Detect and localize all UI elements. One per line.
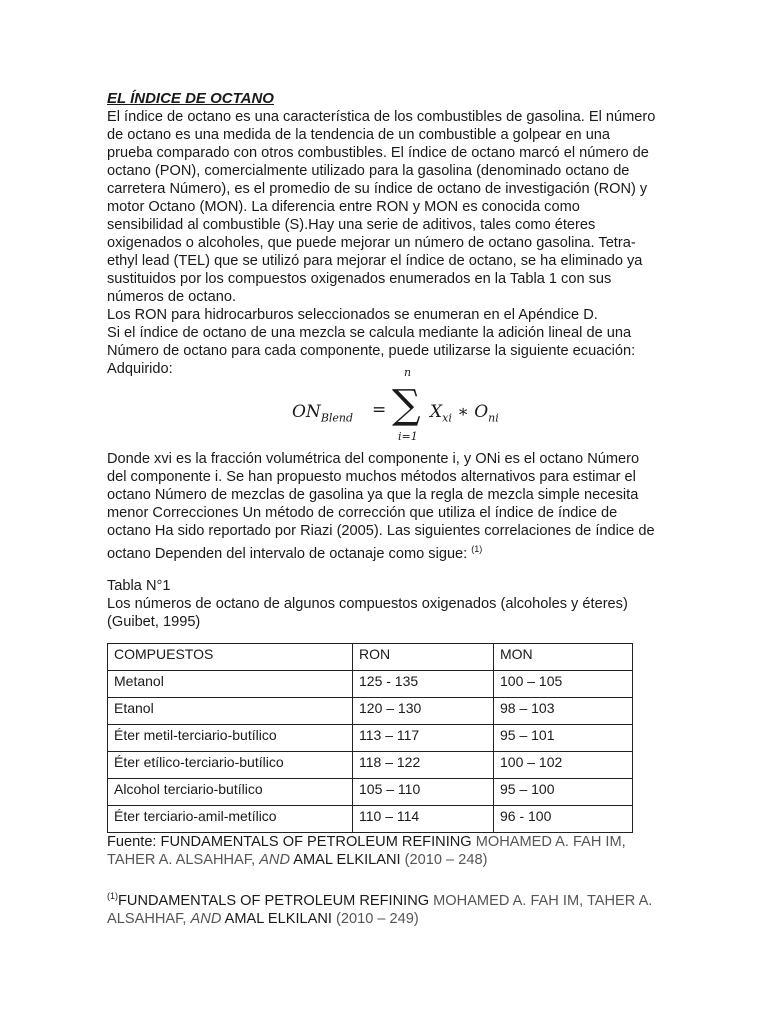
paragraph-intro: El índice de octano es una característica de los combustibles de gasolina. El número de octano es una medida de la tendencia de un combustible a golpear en una prueba comparado con otros combustibles. El índice de octano marcó el número de octano (PON), comercialmente utilizado para la gasolina (denominado octano de carretera Número), es el promedio de su índice de octano de investigación (RON) y motor Octano (MON). La diferencia entre RON y MON es conocida como sensibilidad al combustible (S).Hay una serie de aditivos, tales como éteres oxigenados o alcoholes, que puede mejorar un número de octano gasolina. Tetra-ethyl lead (TEL) que se utilizó para mejorar el índice de octano, se ha eliminado ya sustituidos por los compuestos oxigenados enumerados en la Tabla 1 con sus números de octano.	[107, 109, 656, 305]
table-row	[108, 778, 633, 805]
table-label: Tabla N°1	[107, 577, 171, 594]
octane-blend-equation	[107, 366, 659, 450]
table-cell: 105 – 110	[353, 778, 494, 805]
sum-lower-limit: i=1	[398, 430, 418, 443]
table-row	[108, 751, 633, 778]
sum-upper-limit: n	[404, 366, 412, 379]
document-page	[107, 90, 659, 928]
paragraph-correlations: Donde xvi es la fracción volumétrica del componente i, y ONi es el octano Número del componente i. Se han propuesto muchos métodos alternativos para estimar el octano Número de mezclas de gasolina ya que la regla de mezcla simple necesita menor Correcciones Un método de corrección que utiliza el índice de índice de octano Ha sido reportado por Riazi (2005). Las siguientes correlaciones de índice de octano Dependen del intervalo de octanaje como sigue: $^{(1)}$	[107, 451, 655, 562]
table-cell: 110 – 114	[353, 805, 494, 832]
table-caption: Los números de octano de algunos compuestos oxigenados (alcoholes y éteres) (Guibet, 1995)	[107, 595, 628, 630]
sum-symbol: ∑	[392, 382, 421, 428]
paragraph-equation-intro: Si el índice de octano de una mezcla se calcula mediante la adición lineal de una Número de octano para cada componente, puede utilizarse la siguiente ecuación: Adquirido:	[107, 325, 636, 377]
table-cell: 98 – 103	[494, 697, 633, 724]
table-cell: 100 – 105	[494, 670, 633, 697]
table-source: Fuente: FUNDAMENTALS OF PETROLEUM REFINING MOHAMED A. FAH IM, TAHER A. ALSAHHAF, AND AMAL ELKILANI (2010 – 248)	[107, 833, 626, 868]
table-header-cell: RON	[353, 643, 494, 670]
footnote-reference: $^{(1)}$FUNDAMENTALS OF PETROLEUM REFINING MOHAMED A. FAH IM, TAHER A. ALSAHHAF, AND AMAL ELKILANI (2010 – 249)	[107, 890, 653, 927]
table-cell: 96 - 100	[494, 805, 633, 832]
table-cell: Metanol	[108, 670, 353, 697]
table-cell: Éter terciario-amil-metílico	[108, 805, 353, 832]
equation-lhs: $ON_{Blend}$	[292, 402, 354, 425]
table-cell: Etanol	[108, 697, 353, 724]
page-title: EL ÍNDICE DE OCTANO	[107, 90, 274, 107]
table-header-cell: COMPUESTOS	[108, 643, 353, 670]
equation-equals: =	[372, 400, 387, 420]
table-cell: Alcohol terciario-butílico	[108, 778, 353, 805]
table-header-row	[108, 643, 633, 670]
table-cell: 118 – 122	[353, 751, 494, 778]
table-header-cell: MON	[494, 643, 633, 670]
table-row	[108, 670, 633, 697]
table-row	[108, 805, 633, 832]
table-cell: 95 – 101	[494, 724, 633, 751]
table-cell: Éter metil-terciario-butílico	[108, 724, 353, 751]
footnote-marker: (1)	[471, 544, 483, 554]
table-cell: 95 – 100	[494, 778, 633, 805]
equation-rhs: $X_{xi}$ ∗ $O_{ni}$	[430, 402, 499, 425]
table-cell: 125 - 135	[353, 670, 494, 697]
paragraph-ron: Los RON para hidrocarburos seleccionados se enumeran en el Apéndice D.	[107, 307, 598, 323]
table-cell: 120 – 130	[353, 697, 494, 724]
table-cell: 113 – 117	[353, 724, 494, 751]
octane-table	[107, 643, 633, 833]
table-row	[108, 697, 633, 724]
table-cell: Éter etílico-terciario-butílico	[108, 751, 353, 778]
table-row	[108, 724, 633, 751]
table-cell: 100 – 102	[494, 751, 633, 778]
